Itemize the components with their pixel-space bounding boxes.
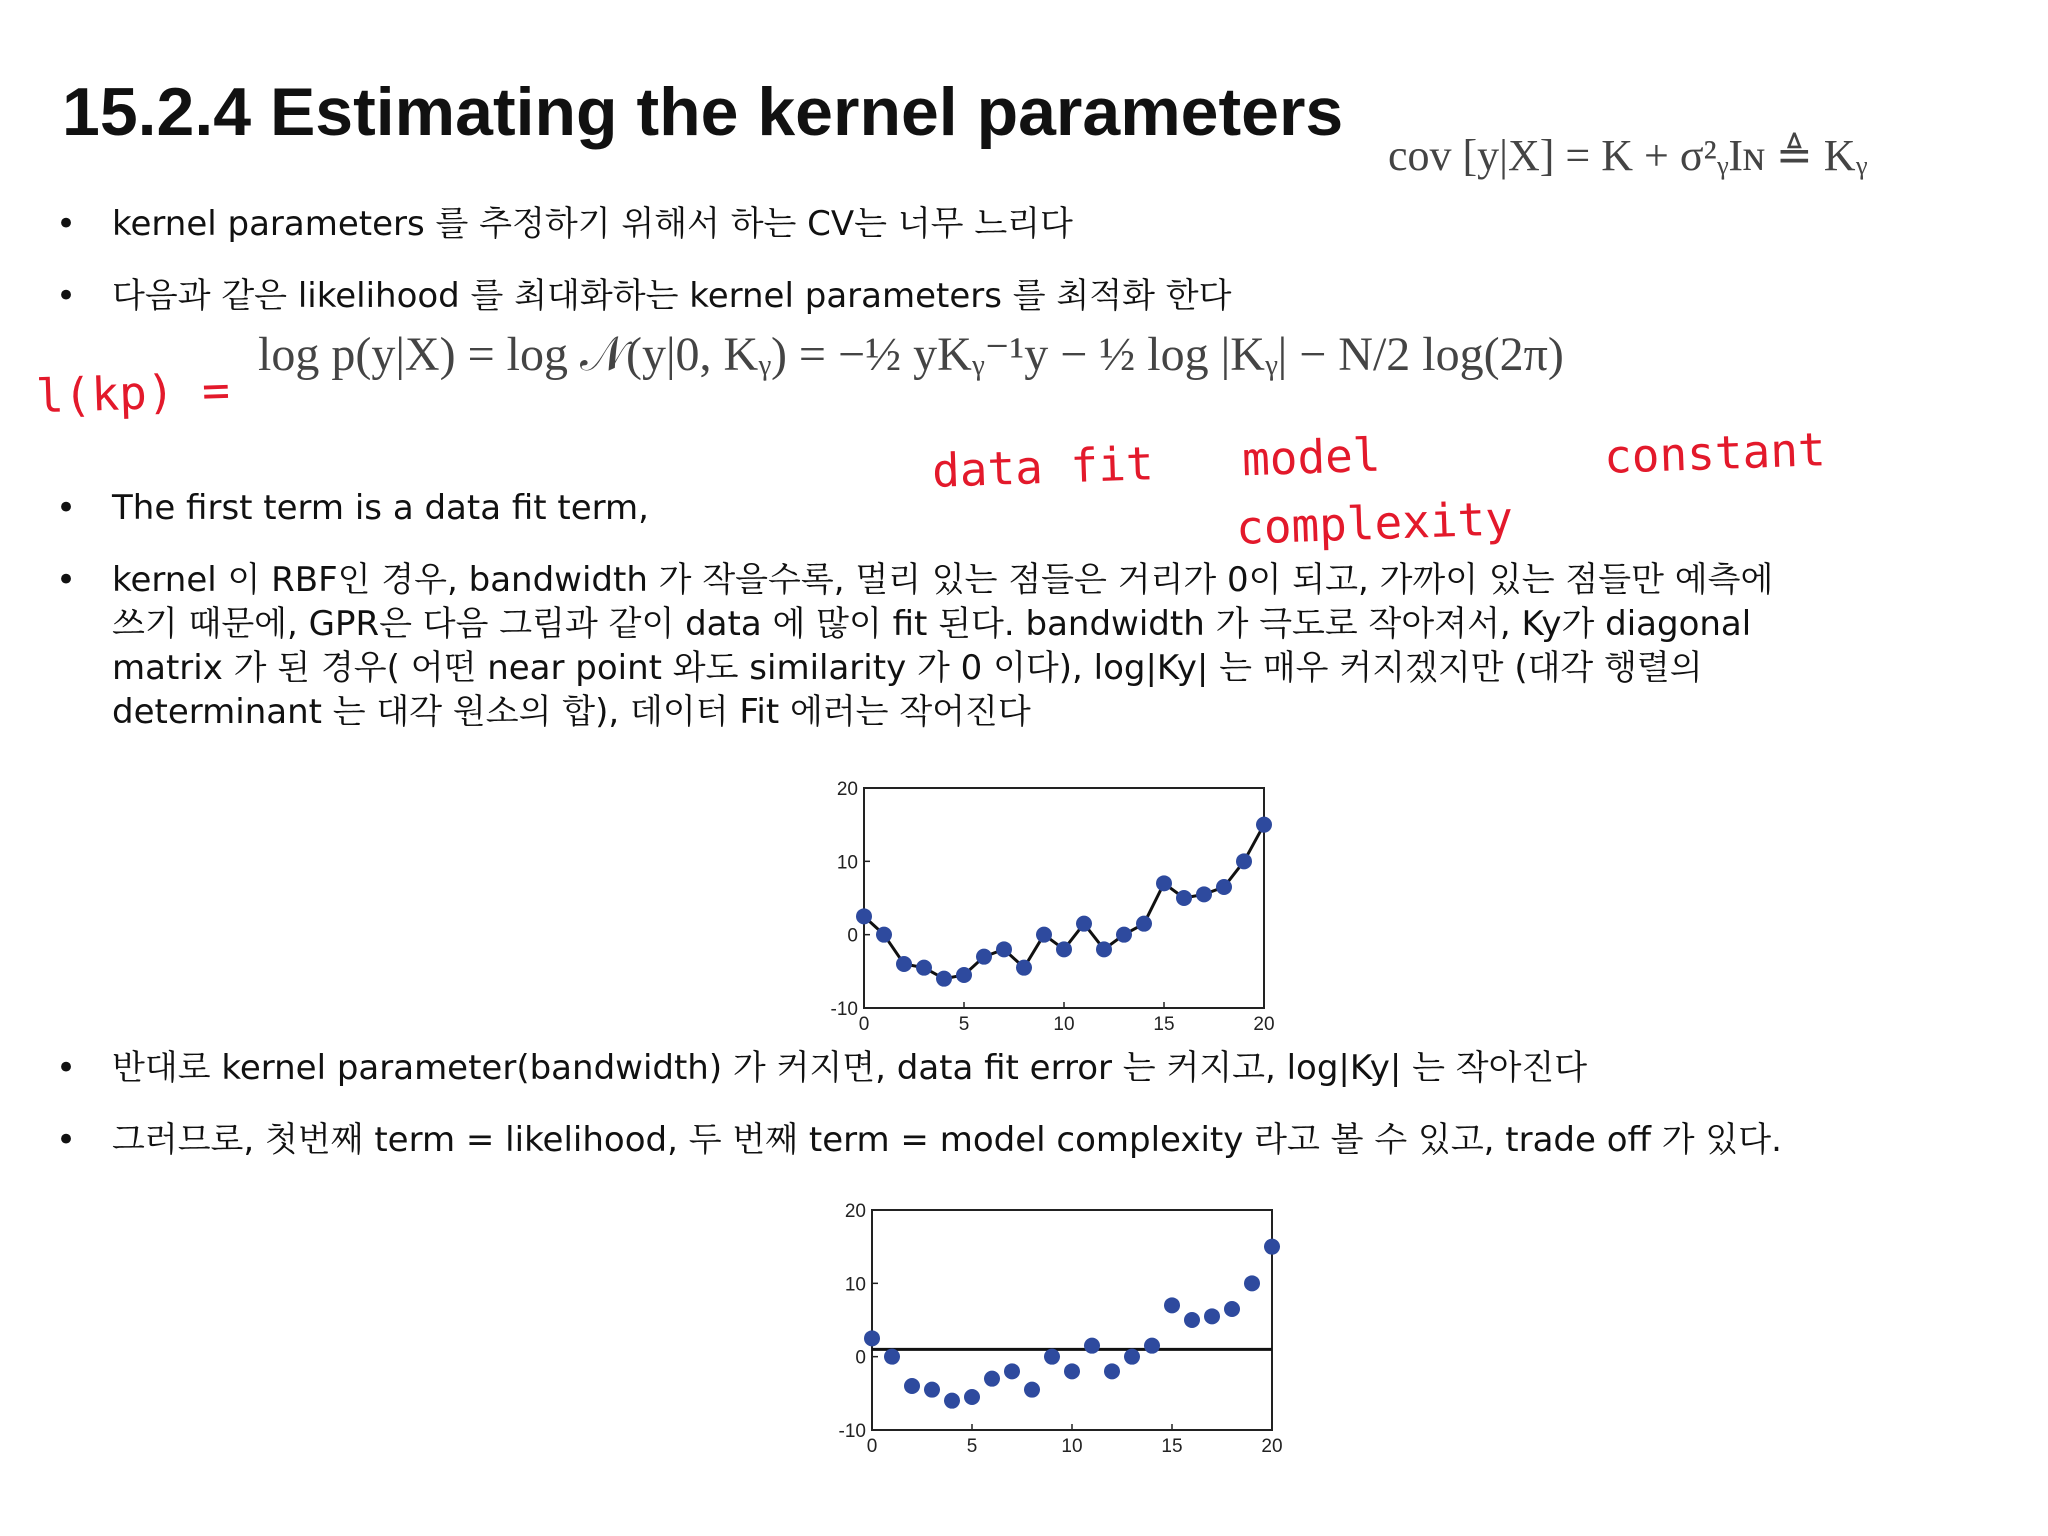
log-likelihood-equation: log p(y|X) = log 𝒩(y|0, Kᵧ) = −½ yKᵧ⁻¹y − ½ log |Kᵧ| − N/2 log(2π) [258, 328, 1564, 381]
data-point [1216, 879, 1232, 895]
data-point [1096, 941, 1112, 957]
x-tick-label: 10 [1061, 1436, 1083, 1457]
data-point [1256, 817, 1272, 833]
data-point [1024, 1382, 1040, 1398]
data-point [1144, 1338, 1160, 1354]
data-point [864, 1330, 880, 1346]
data-point [1064, 1363, 1080, 1379]
handwritten-complexity: complexity [1235, 491, 1514, 555]
bullet-dot: • [56, 488, 77, 528]
data-point [1236, 853, 1252, 869]
data-point [944, 1393, 960, 1409]
paragraph-line: matrix 가 된 경우( 어떤 near point 와도 similarity 가 0 이다), log|Ky| 는 매우 커지겠지만 (대각 행렬의 [112, 648, 1703, 688]
paragraph-line: kernel 이 RBF인 경우, bandwidth 가 작을수록, 멀리 있는 점들은 거리가 0이 되고, 가까이 있는 점들만 예측에 [112, 560, 1774, 600]
data-point [1056, 941, 1072, 957]
data-point [1004, 1363, 1020, 1379]
x-tick-label: 20 [1261, 1436, 1283, 1457]
handwritten-data-fit: data fit [931, 436, 1155, 498]
x-tick-label: 5 [966, 1436, 978, 1457]
x-tick-label: 0 [858, 1014, 870, 1035]
bullet-text: 다음과 같은 likelihood 를 최대화하는 kernel parameters 를 최적화 한다 [112, 276, 1232, 316]
data-point [1124, 1349, 1140, 1365]
data-point [976, 949, 992, 965]
data-point [1204, 1308, 1220, 1324]
data-point [916, 960, 932, 976]
paragraph-line: determinant 는 대각 원소의 합), 데이터 Fit 에러는 작어진다 [112, 692, 1031, 732]
handwritten-constant: constant [1603, 422, 1827, 484]
data-point [904, 1378, 920, 1394]
handwritten-lhs: l(kp) = [35, 362, 231, 424]
y-tick-label: 20 [844, 1201, 866, 1222]
y-tick-label: -10 [838, 1421, 866, 1442]
data-point [1044, 1349, 1060, 1365]
data-point [1176, 890, 1192, 906]
data-point [1164, 1297, 1180, 1313]
data-point [1224, 1301, 1240, 1317]
chart-small-bandwidth [806, 776, 1286, 1038]
bullet-dot: • [56, 204, 77, 244]
data-point [896, 956, 912, 972]
bullet-dot: • [56, 560, 77, 600]
data-point [1076, 916, 1092, 932]
bullet-kernel-rbf [56, 558, 1992, 734]
data-point [1036, 927, 1052, 943]
data-point [1016, 960, 1032, 976]
bullet-text: 그러므로, 첫번째 term = likelihood, 두 번째 term = model complexity 라고 볼 수 있고, trade off 가 있다. [112, 1120, 1782, 1160]
bullet-dot: • [56, 276, 77, 316]
data-point [964, 1389, 980, 1405]
y-tick-label: -10 [830, 999, 858, 1020]
x-tick-label: 5 [958, 1014, 970, 1035]
data-point [1184, 1312, 1200, 1328]
x-tick-label: 20 [1253, 1014, 1275, 1035]
data-point [936, 971, 952, 987]
data-point [876, 927, 892, 943]
y-tick-label: 10 [844, 1274, 866, 1296]
data-point [1196, 886, 1212, 902]
x-tick-label: 0 [866, 1436, 878, 1457]
y-tick-label: 20 [836, 779, 858, 800]
data-point [924, 1382, 940, 1398]
bullet-text: kernel parameters 를 추정하기 위해서 하는 CV는 너무 느리다 [112, 204, 1073, 244]
y-tick-label: 0 [855, 1347, 866, 1369]
data-point [1116, 927, 1132, 943]
data-point [1136, 916, 1152, 932]
data-point [996, 941, 1012, 957]
x-tick-label: 10 [1053, 1014, 1075, 1035]
y-tick-label: 0 [847, 925, 858, 947]
data-point [1244, 1275, 1260, 1291]
data-point [884, 1349, 900, 1365]
paragraph-line: 쓰기 때문에, GPR은 다음 그림과 같이 data 에 많이 fit 된다. bandwidth 가 극도로 작아져서, Ky가 diagonal [112, 604, 1752, 644]
covariance-equation: cov [y|X] = K + σ²ᵧIɴ ≜ Kᵧ [1388, 131, 1868, 180]
data-point [1264, 1239, 1280, 1255]
bullet-text: 반대로 kernel parameter(bandwidth) 가 커지면, data fit error 는 커지고, log|Ky| 는 작아진다 [112, 1048, 1588, 1088]
data-point [956, 967, 972, 983]
x-tick-label: 15 [1161, 1436, 1183, 1457]
handwritten-model: model [1241, 427, 1382, 487]
bullet-dot: • [56, 1048, 77, 1088]
data-point [856, 908, 872, 924]
data-point [1084, 1338, 1100, 1354]
chart-large-bandwidth [814, 1198, 1294, 1460]
bullet-dot: • [56, 1120, 77, 1160]
x-tick-label: 15 [1153, 1014, 1175, 1035]
data-point [1104, 1363, 1120, 1379]
bullet-text: The first term is a data fit term, [112, 488, 649, 528]
data-point [1156, 875, 1172, 891]
slide-title: 15.2.4 Estimating the kernel parameters [62, 74, 1344, 150]
data-point [984, 1371, 1000, 1387]
y-tick-label: 10 [836, 852, 858, 874]
